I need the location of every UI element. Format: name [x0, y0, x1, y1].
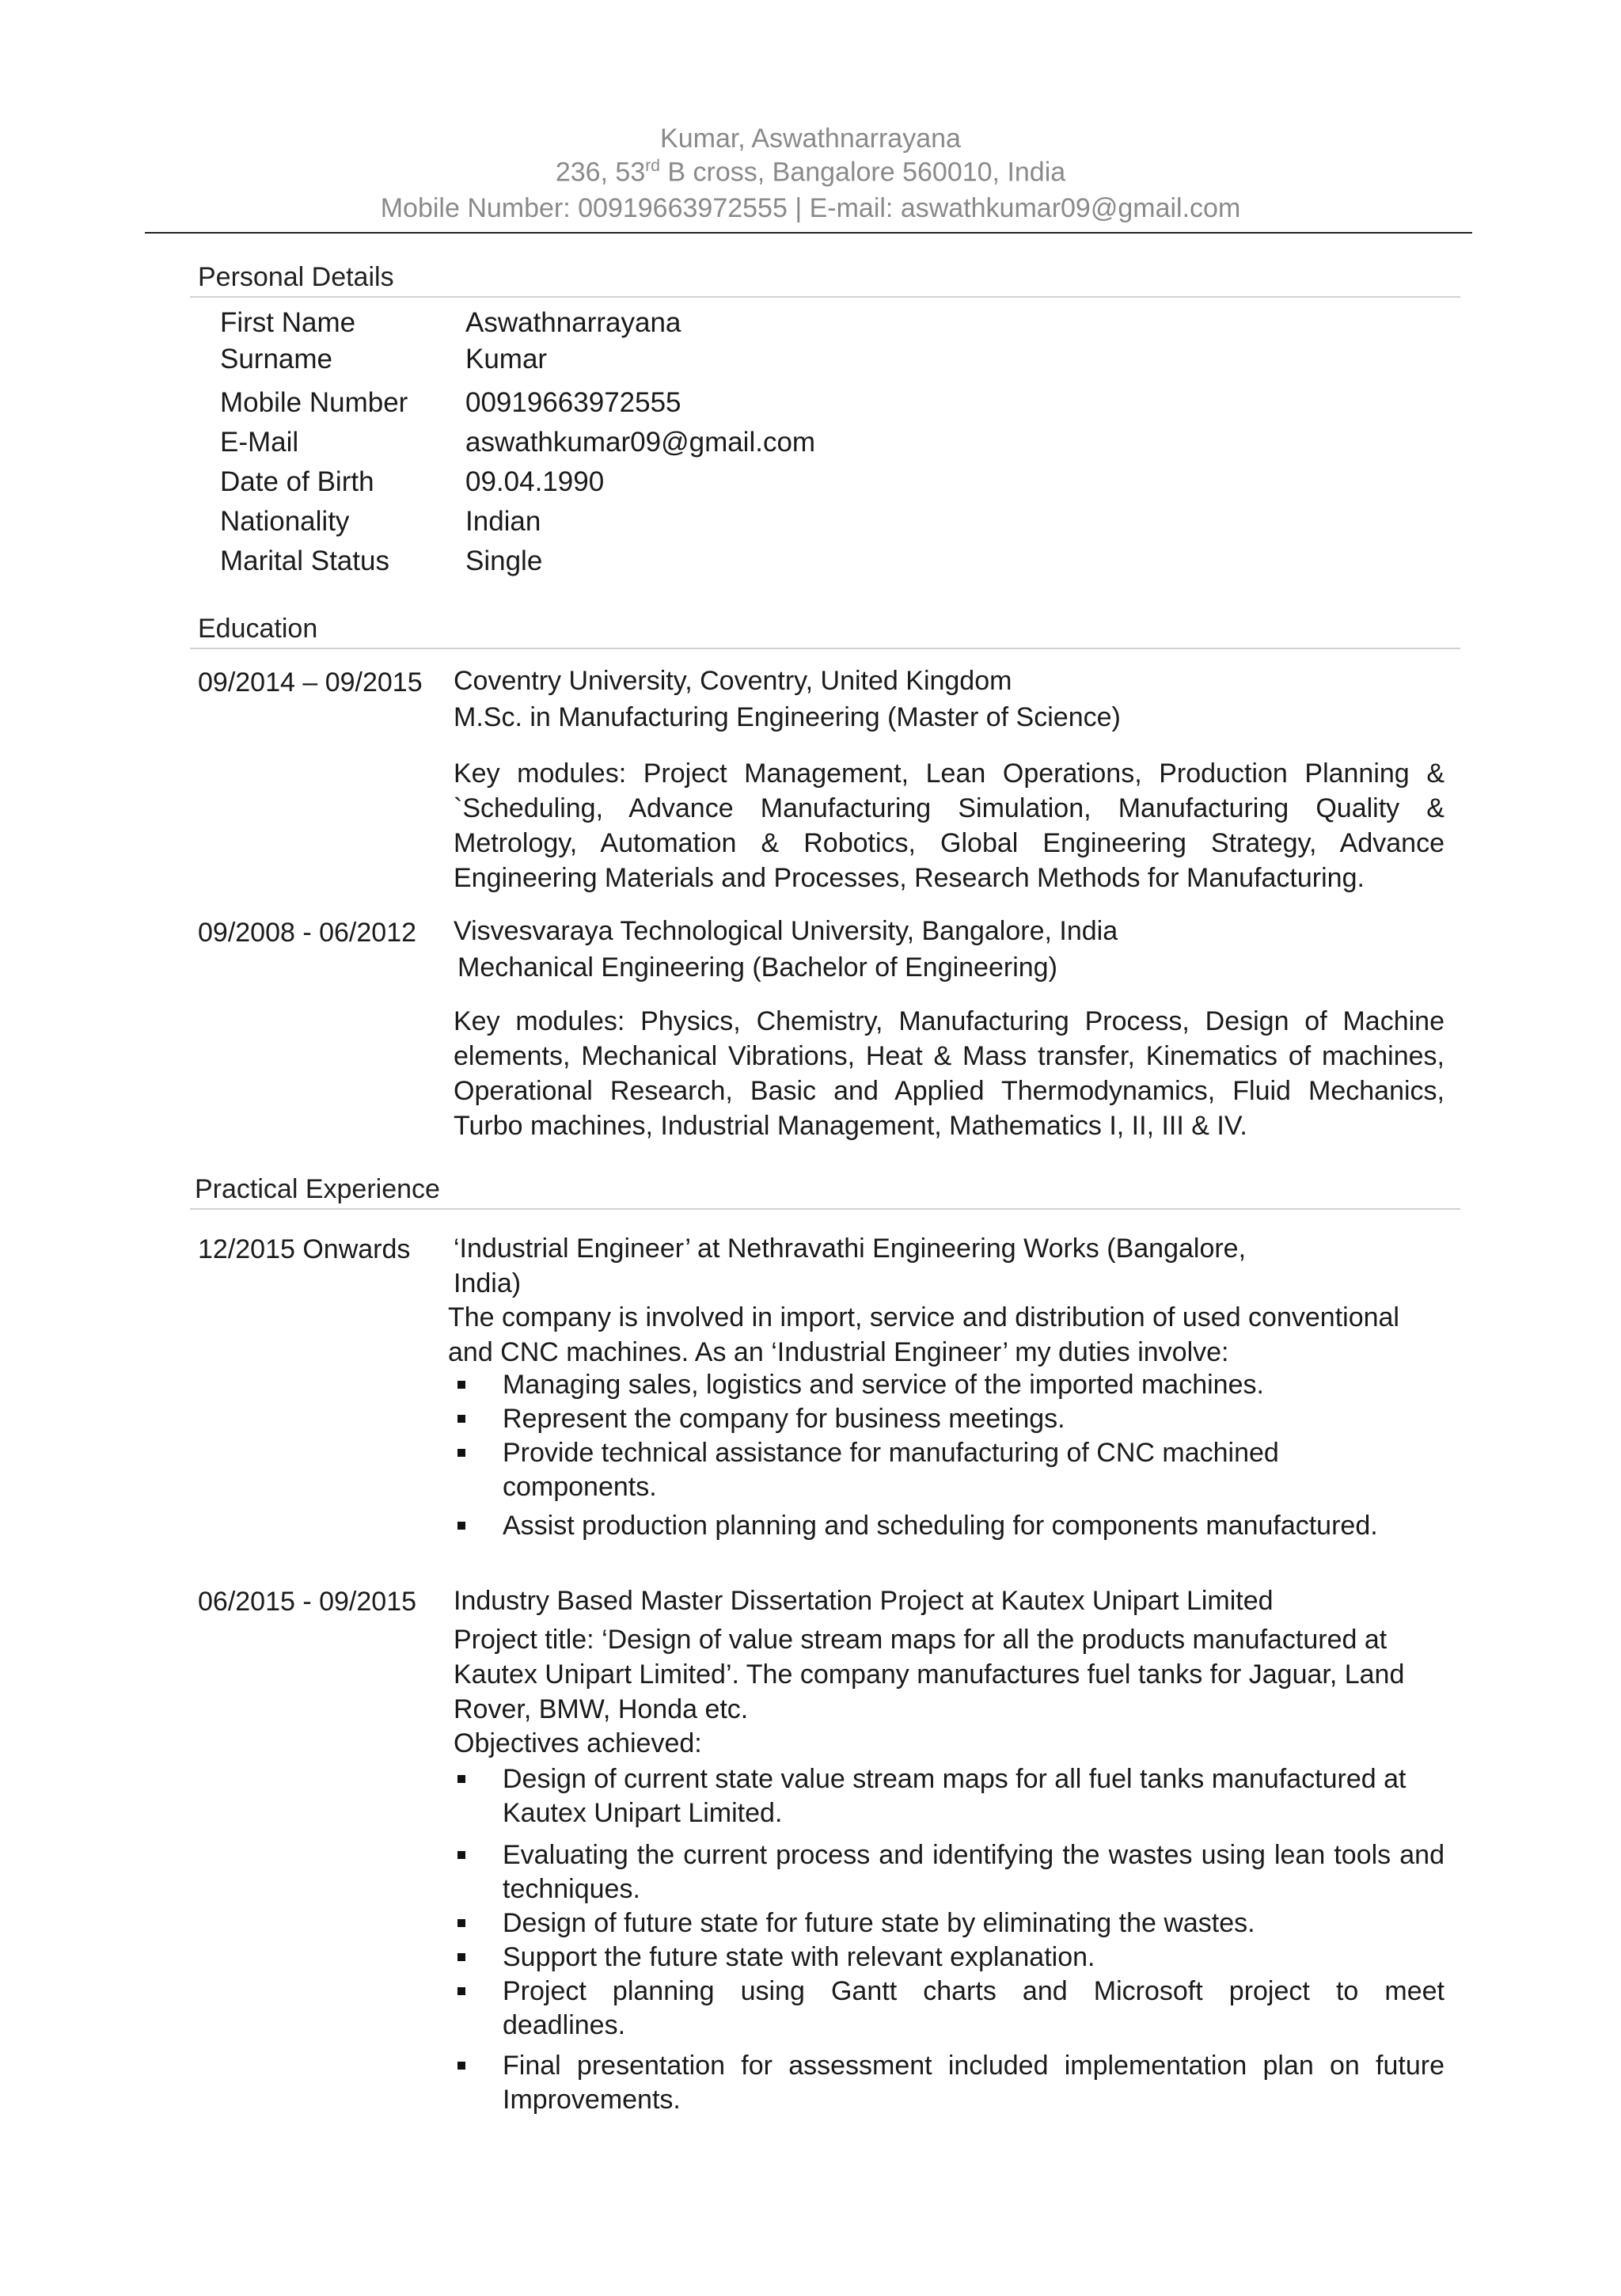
list-item: Managing sales, logistics and service of the imported machines. [454, 1368, 1444, 1402]
section-divider [190, 296, 1460, 298]
education-date: 09/2008 - 06/2012 [198, 918, 417, 948]
value-nationality: Indian [465, 506, 541, 537]
value-marital-status: Single [465, 545, 543, 576]
list-item: Represent the company for business meetings. [454, 1402, 1444, 1436]
label-surname: Surname [220, 344, 333, 374]
header-contact: Mobile Number: 00919663972555 | E-mail: aswathkumar09@gmail.com [380, 193, 1241, 223]
section-divider [190, 1208, 1460, 1210]
label-email: E-Mail [220, 427, 299, 458]
experience-date: 06/2015 - 09/2015 [198, 1587, 417, 1617]
label-first-name: First Name [220, 307, 356, 338]
objectives-list [454, 1762, 1444, 2117]
experience-heading-cont: India) [454, 1268, 522, 1298]
list-item: Evaluating the current process and identifying the wastes using lean tools and techniques. [454, 1838, 1444, 1906]
list-item: Final presentation for assessment included implementation plan on future Improvements. [454, 2049, 1444, 2117]
experience-heading: ‘Industrial Engineer’ at Nethravathi Engineering Works (Bangalore, [454, 1234, 1247, 1264]
education-modules: Key modules: Project Management, Lean Operations, Production Planning & `Scheduling, Advance Manufacturing Simulation, Manufacturing Quality & Metrology, Automation & Robotics, Global Engineering Strategy, Advance Engineering Materials and Processes, Research Methods for Manufacturing. [454, 758, 1444, 893]
value-surname: Kumar [465, 344, 548, 374]
education-institution: Visvesvaraya Technological University, Bangalore, India [454, 916, 1118, 946]
education-institution: Coventry University, Coventry, United Kingdom [454, 666, 1012, 696]
header-divider [145, 232, 1472, 234]
experience-description: Project title: ‘Design of value stream maps for all the products manufactured at Kautex Unipart Limited’. The company manufactures fuel tanks for Jaguar, Land Rover, BMW, Honda etc. [454, 1625, 1405, 1724]
experience-heading: Industry Based Master Dissertation Project at Kautex Unipart Limited [454, 1586, 1274, 1616]
education-degree: M.Sc. in Manufacturing Engineering (Master of Science) [454, 702, 1121, 732]
value-first-name: Aswathnarrayana [465, 307, 681, 338]
list-item: Project planning using Gantt charts and Microsoft project to meet deadlines. [454, 1975, 1444, 2043]
label-nationality: Nationality [220, 506, 350, 537]
list-item: Design of future state for future state by eliminating the wastes. [454, 1906, 1444, 1941]
education-degree: Mechanical Engineering (Bachelor of Engineering) [457, 952, 1057, 983]
list-item: Design of current state value stream maps for all fuel tanks manufactured at Kautex Unipart Limited. [454, 1762, 1444, 1830]
list-item: Provide technical assistance for manufacturing of CNC machined components. [454, 1436, 1342, 1504]
experience-date: 12/2015 Onwards [198, 1234, 411, 1264]
list-item: Support the future state with relevant explanation. [454, 1941, 1444, 1975]
experience-description: The company is involved in import, service and distribution of used conventional and CNC machines. As an ‘Industrial Engineer’ my duties involve: [448, 1302, 1399, 1367]
experience-duties-list [454, 1368, 1444, 1543]
section-title-personal: Personal Details [198, 262, 394, 292]
label-mobile: Mobile Number [220, 387, 408, 418]
value-mobile: 00919663972555 [465, 387, 681, 418]
header-address: 236, 53rd B cross, Bangalore 560010, India [555, 157, 1066, 188]
objectives-label: Objectives achieved: [454, 1728, 702, 1758]
list-item: Assist production planning and scheduling for components manufactured. [454, 1509, 1444, 1543]
value-dob: 09.04.1990 [465, 466, 605, 497]
section-title-experience: Practical Experience [195, 1174, 440, 1204]
section-title-education: Education [198, 614, 318, 644]
section-divider [190, 648, 1460, 649]
label-marital-status: Marital Status [220, 545, 389, 576]
label-dob: Date of Birth [220, 466, 374, 497]
header-name: Kumar, Aswathnarrayana [660, 124, 961, 154]
education-date: 09/2014 – 09/2015 [198, 667, 423, 698]
value-email: aswathkumar09@gmail.com [465, 427, 816, 458]
education-modules: Key modules: Physics, Chemistry, Manufacturing Process, Design of Machine elements, Mechanical Vibrations, Heat & Mass transfer, Kinematics of machines, Operational Research, Basic and Applied Thermodynamics, Fluid Mechanics, Turbo machines, Industrial Management, Mathematics I, II, III & IV. [454, 1006, 1444, 1141]
